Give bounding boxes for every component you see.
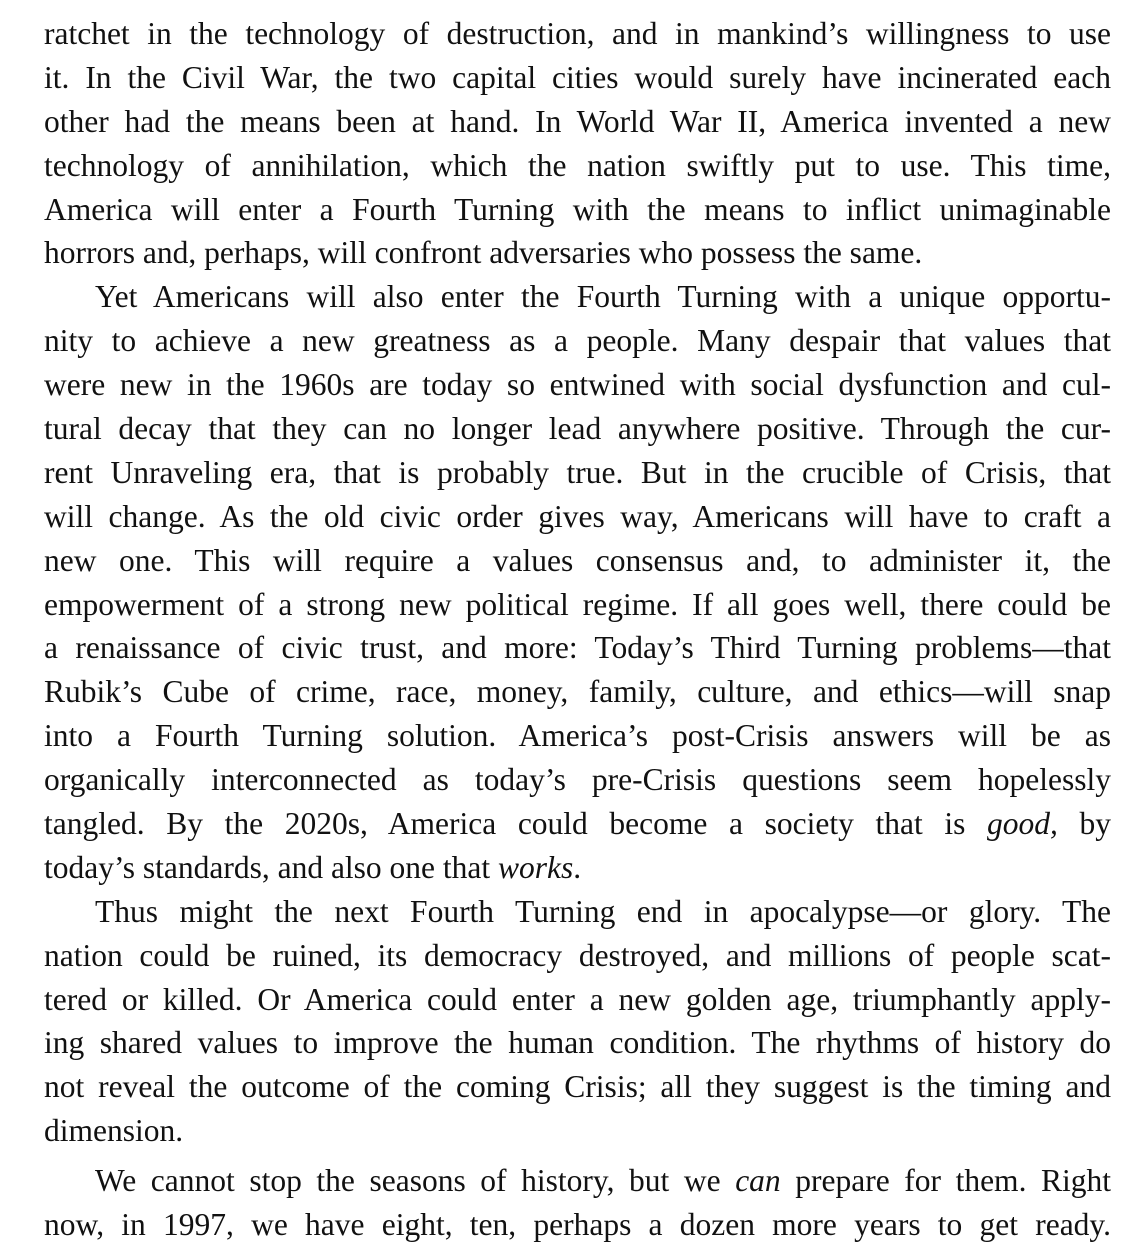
text-line: were new in the 1960s are today so entwined with social dysfunction and cul- (44, 367, 1111, 403)
text-fragment: tangled. By the 2020s, America could become a society that is (44, 806, 966, 842)
text-fragment: prepare for them. Right (795, 1163, 1112, 1199)
text-line: empowerment of a strong new political regime. If all goes well, there could be (44, 586, 1111, 622)
emphasis-works: works (498, 849, 574, 885)
text-line: now, in 1997, we have eight, ten, perhaps a dozen more years to get ready. (44, 1207, 1111, 1243)
text-line (44, 802, 1111, 846)
book-page (44, 12, 1111, 1247)
text-line: into a Fourth Turning solution. America’s post-Crisis answers will be as (44, 718, 1111, 754)
paragraph-3 (44, 890, 1111, 1153)
text-line: horrors and, perhaps, will confront adversaries who possess the same. (44, 235, 923, 271)
paragraph-2 (44, 275, 1111, 889)
text-line: tered or killed. Or America could enter a new golden age, triumphantly apply- (44, 981, 1111, 1017)
text-line: Yet Americans will also enter the Fourth Turning with a unique opportu- (95, 279, 1111, 315)
text-line: America will enter a Fourth Turning with the means to inflict unimaginable (44, 191, 1111, 227)
text-line: nity to achieve a new greatness as a people. Many despair that values that (44, 323, 1111, 359)
emphasis-good: good, (987, 806, 1058, 842)
text-line: Thus might the next Fourth Turning end in apocalypse—or glory. The (95, 893, 1111, 929)
text-line (44, 846, 1111, 890)
text-fragment: We cannot stop the seasons of history, but we (95, 1163, 721, 1199)
text-line: new one. This will require a values consensus and, to administer it, the (44, 542, 1111, 578)
text-line (44, 1159, 1111, 1203)
text-line: it. In the Civil War, the two capital cities would surely have incinerated each (44, 59, 1111, 95)
text-line: dimension. (44, 1113, 184, 1149)
text-line: Rubik’s Cube of crime, race, money, family, culture, and ethics—will snap (44, 674, 1111, 710)
text-line: other had the means been at hand. In World War II, America invented a new (44, 103, 1111, 139)
text-fragment: . (573, 849, 582, 885)
text-fragment: by (1079, 806, 1112, 842)
emphasis-can: can (735, 1163, 781, 1199)
text-line: will change. As the old civic order gives way, Americans will have to craft a (44, 498, 1111, 534)
text-line: a renaissance of civic trust, and more: Today’s Third Turning problems—that (44, 630, 1111, 666)
text-line: organically interconnected as today’s pre-Crisis questions seem hopelessly (44, 762, 1111, 798)
text-fragment: today’s standards, and also one that (44, 849, 491, 885)
text-line: ing shared values to improve the human condition. The rhythms of history do (44, 1025, 1111, 1061)
text-line: ratchet in the technology of destruction, and in mankind’s willingness to use (44, 16, 1111, 51)
paragraph-1 (44, 12, 1111, 275)
paragraph-4 (44, 1159, 1111, 1247)
text-line: technology of annihilation, which the nation swiftly put to use. This time, (44, 147, 1111, 183)
text-line: rent Unraveling era, that is probably true. But in the crucible of Crisis, that (44, 454, 1111, 490)
text-line: tural decay that they can no longer lead anywhere positive. Through the cur- (44, 411, 1111, 447)
text-line: not reveal the outcome of the coming Crisis; all they suggest is the timing and (44, 1069, 1111, 1105)
text-line: nation could be ruined, its democracy destroyed, and millions of people scat- (44, 937, 1111, 973)
